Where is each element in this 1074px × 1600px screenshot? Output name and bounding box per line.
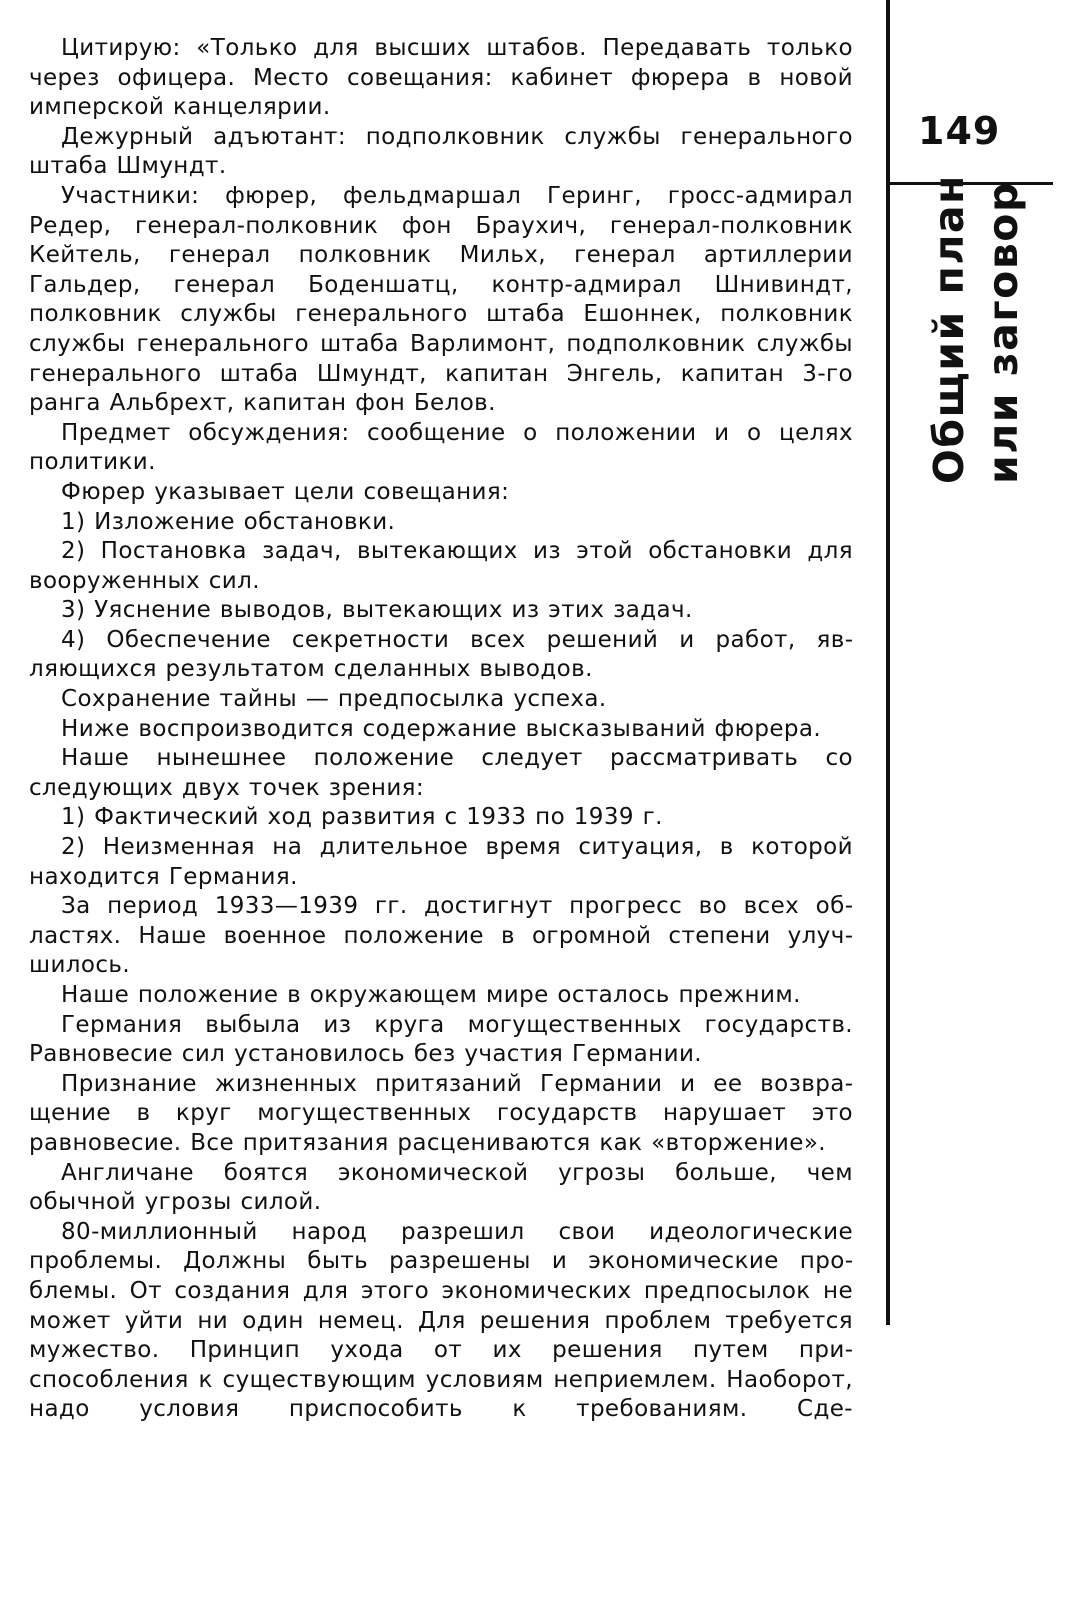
vertical-rule [886,0,890,1325]
running-head-line-2: или заговор [979,181,1027,484]
paragraph: Ниже воспроизводится содержание высказываний фюрера. [61,715,822,742]
paragraph: Фюрер указывает цели совещания: [61,478,510,505]
paragraph: Англичане боятся экономической угрозы больше, чем обычной угрозы силой. [29,1159,853,1216]
list-item: 2) Постановка задач, вытекающих из этой обстановки для вооруженных сил. [29,538,853,594]
paragraph: Участники: фюрер, фельдмаршал Геринг, гросс-адмирал Редер, генерал-полковник фон Браухич, генерал-полковник Кейтель, генерал полковник Мильх, генерал артиллерии Гальдер, генерал Боденшатц, контр-адмирал Шнивиндт, полковник службы генерального штаба Ешоннек, полковник службы генерального штаба Варлимонт, подполковник службы генерального штаба Шмундт, капитан Энгель, капитан 3-го ранга Альбрехт, капитан фон Белов. [29,182,853,417]
paragraph: Наше положение в окружающем мире осталось прежним. [61,982,801,1008]
paragraph: Наше нынешнее положение следует рассматривать со следующих двух точек зрения: [29,745,853,801]
paragraph: Признание жизненных притязаний Германии и ее возвращение в круг могущественных государств нарушает это равновесие. Все притязания расцениваются как «вторжение». [29,1070,853,1156]
list-item: 2) Неизменная на длительное время ситуация, в которой находится Германия. [29,834,853,890]
running-head-line-1: Общий план [925,174,973,484]
paragraph: 80-миллионный народ разрешил свои идеологические проблемы. Должны быть разрешены и экономические проблемы. От создания для этого экономических предпосылок не может уйти ни один немец. Для решения проблем требуется мужество. Принцип ухода от их решения путем приспособления к существующим условиям неприемлем. Наоборот, надо условия приспособить к требованиям. Сде- [29,1218,853,1423]
paragraph: Дежурный адъютант: подполковник службы генерального штаба Шмундт. [29,123,853,180]
body-text [29,34,853,1425]
paragraph: Цитирую: «Только для высших штабов. Передавать только через офицера. Место совещания: кабинет фюрера в новой имперской канцелярии. [29,35,853,121]
paragraph: Сохранение тайны — предпосылка успеха. [61,686,607,713]
list-item: 4) Обеспечение секретности всех решений и работ, являющихся результатом сделанных выводов. [29,626,853,683]
list-item: 1) Изложение обстановки. [61,508,396,535]
page-number: 149 [918,109,1001,153]
paragraph: Предмет обсуждения: сообщение о положении и о целях политики. [29,419,853,476]
paragraph: За период 1933—1939 гг. достигнут прогресс во всех областях. Наше военное положение в огромной степени улучшилось. [29,893,853,979]
paragraph: Германия выбыла из круга могущественных государств. Равновесие сил установилось без участия Германии. [29,1011,853,1068]
list-item: 3) Уяснение выводов, вытекающих из этих задач. [61,597,693,624]
running-head [922,174,1030,484]
list-item: 1) Фактический ход развития с 1933 по 1939 г. [61,804,663,831]
